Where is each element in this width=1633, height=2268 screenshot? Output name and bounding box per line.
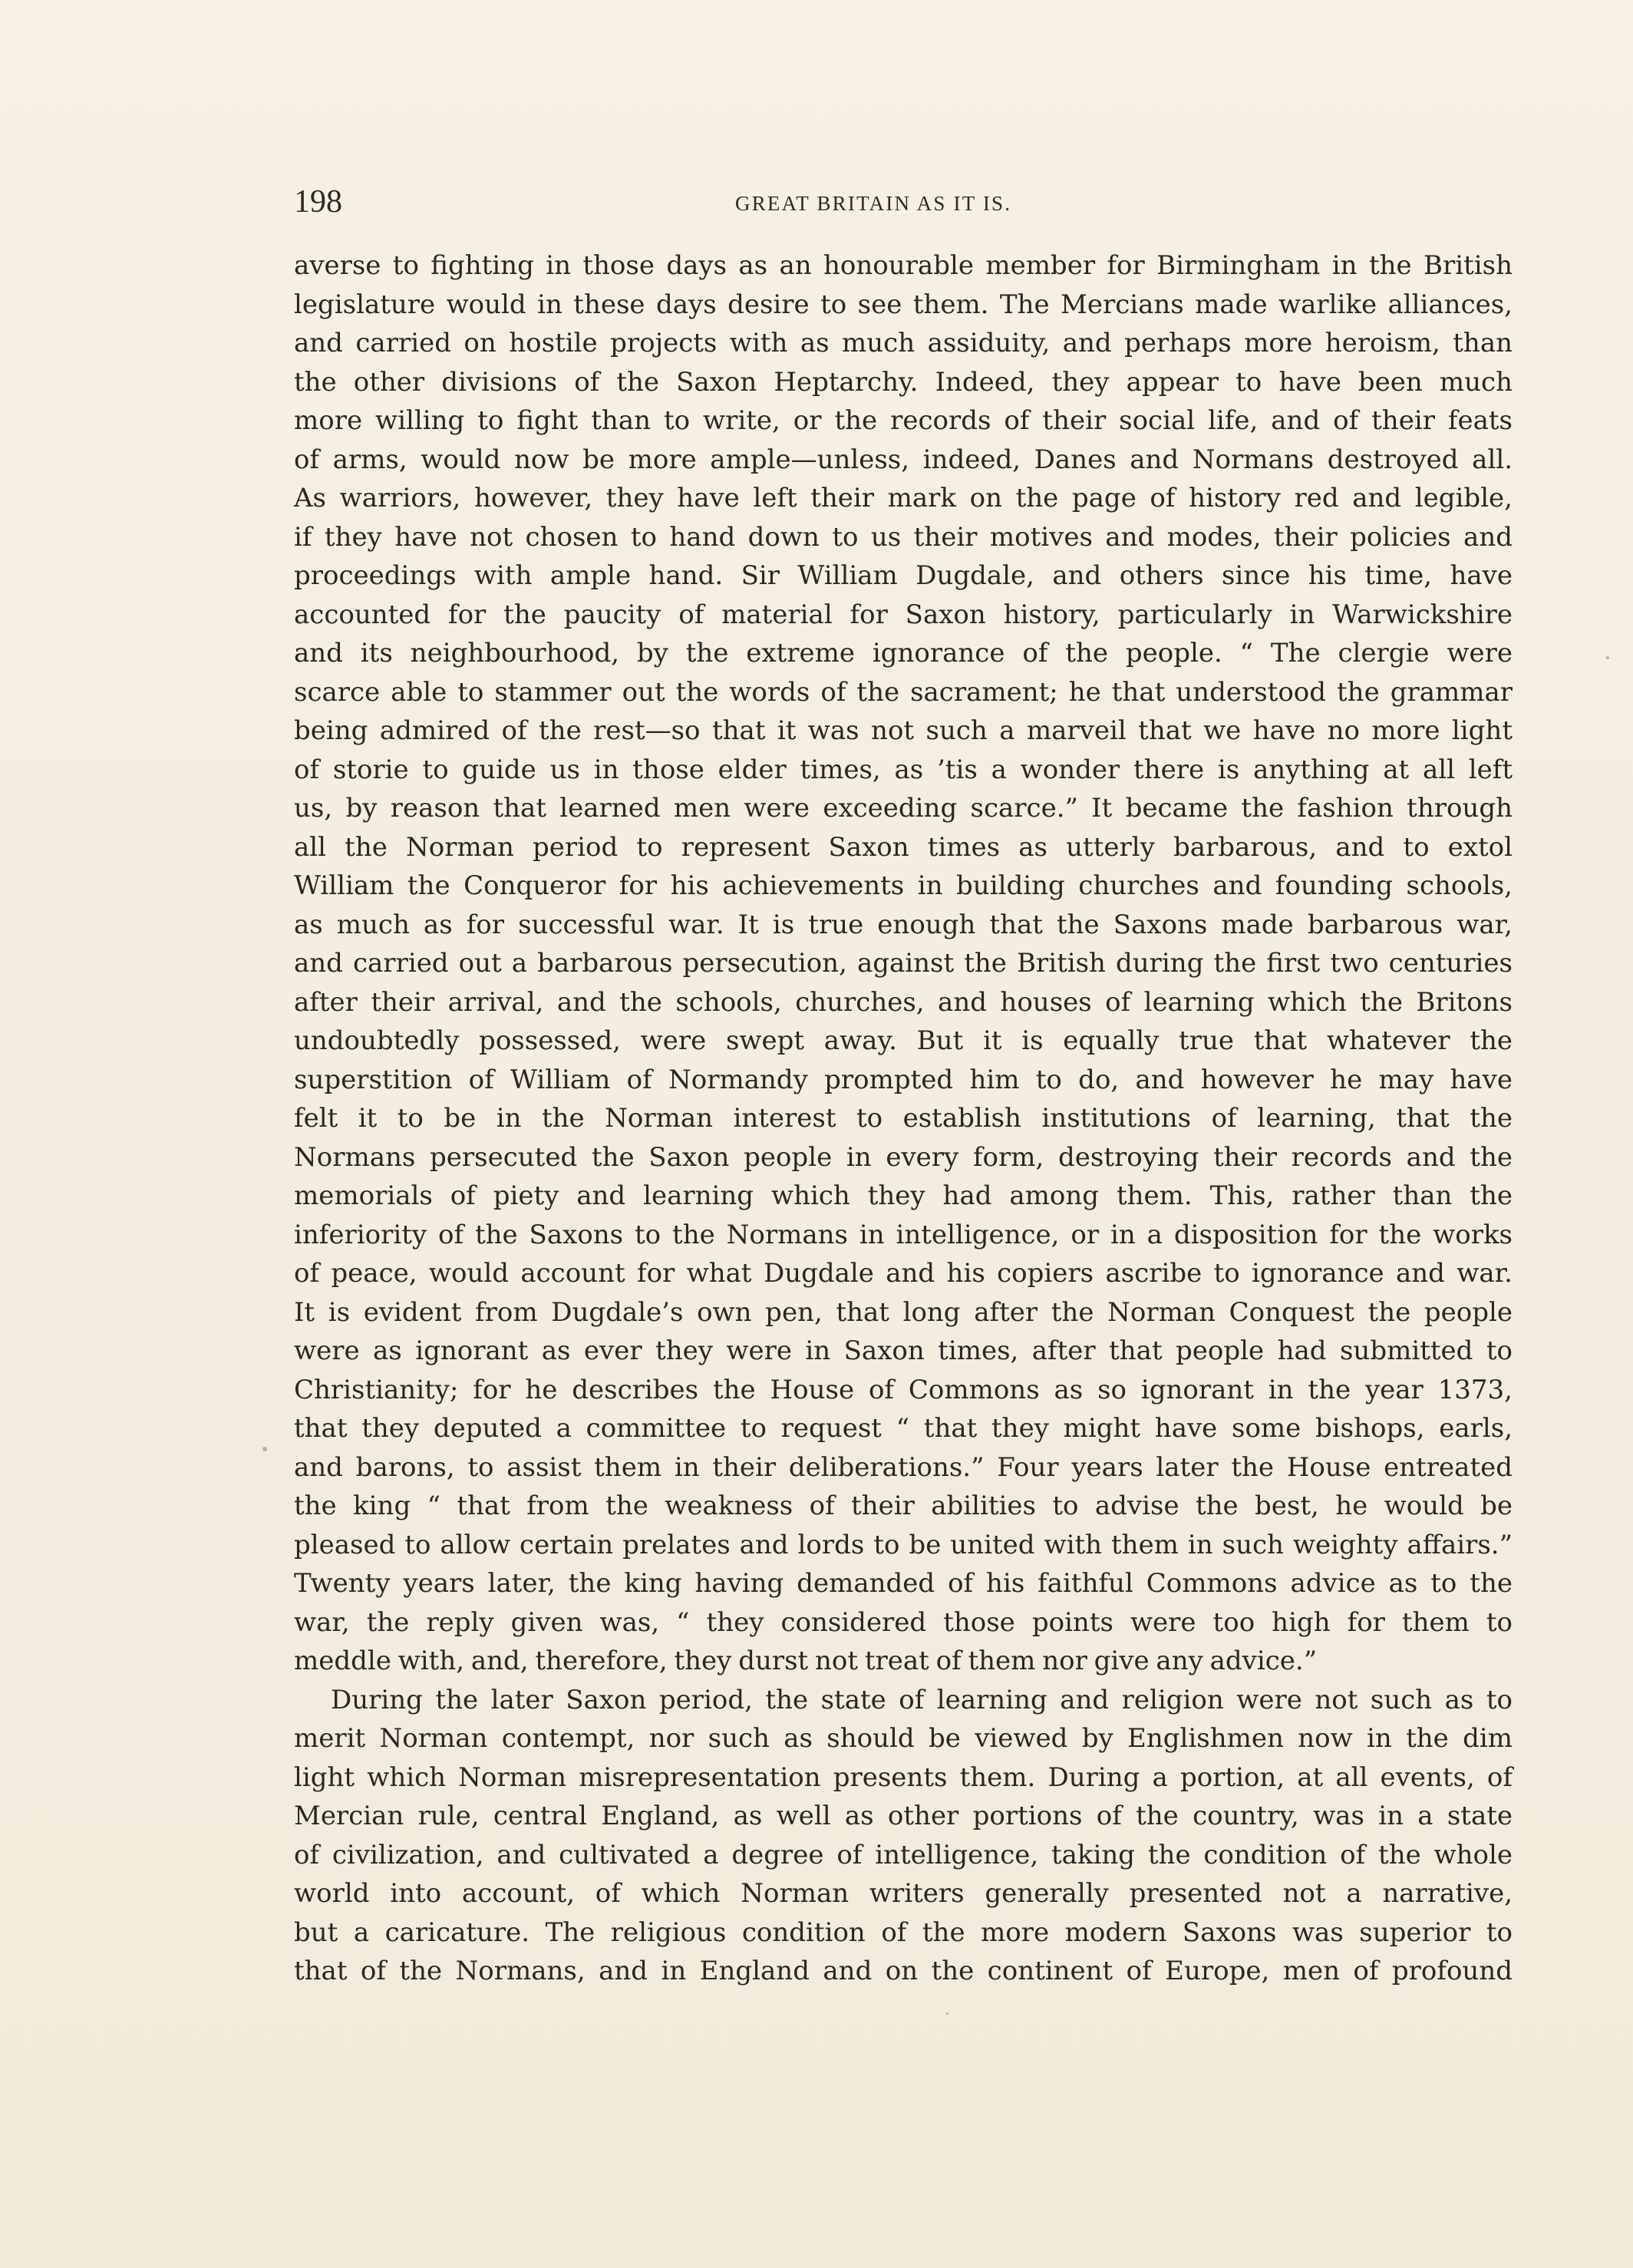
text-line: of storie to guide us in those elder times, as ’tis a wonder there is anything at all left (294, 754, 1513, 785)
text-line: war, the reply given was, “ they considered those points were too high for them to (294, 1606, 1513, 1638)
text-line: all the Norman period to represent Saxon times as utterly barbarous, and to extol (294, 831, 1513, 863)
text-line: but a caricature. The religious condition of the more modern Saxons was superior to (294, 1916, 1513, 1948)
text-line: As warriors, however, they have left their mark on the page of history red and legible, (294, 483, 1513, 513)
text-line: accounted for the paucity of material for Saxon history, particularly in Warwickshire (294, 599, 1513, 630)
text-line: felt it to be in the Norman interest to establish institutions of learning, that the (294, 1103, 1513, 1134)
text-line: that of the Normans, and in England and on the continent of Europe, men of profound (294, 1956, 1513, 1986)
text-line: superstition of William of Normandy prompted him to do, and however he may have (294, 1064, 1513, 1095)
text-line: if they have not chosen to hand down to us their motives and modes, their policies and (294, 521, 1513, 553)
text-line: and barons, to assist them in their deliberations.” Four years later the House entreated (294, 1451, 1513, 1483)
text-line: Twenty years later, the king having demanded of his faithful Commons advice as to the (294, 1568, 1513, 1599)
text-line: light which Norman misrepresentation presents them. During a portion, at all events, of (294, 1761, 1513, 1793)
text-line: undoubtedly possessed, were swept away. But it is equally true that whatever the (294, 1025, 1513, 1056)
page-number: 198 (294, 184, 342, 220)
text-line: Mercian rule, central England, as well as other portions of the country, was in a state (294, 1801, 1513, 1831)
text-line: legislature would in these days desire to see them. The Mercians made warlike alliances, (294, 289, 1513, 320)
text-line: proceedings with ample hand. Sir William Dugdale, and others since his time, have (294, 560, 1513, 591)
text-line: the king “ that from the weakness of their abilities to advise the best, he would be (294, 1491, 1513, 1521)
text-line: meddle with, and, therefore, they durst not treat of them nor give any advice.” (294, 1646, 1318, 1676)
text-line: after their arrival, and the schools, churches, and houses of learning which the Britons (294, 986, 1513, 1018)
paragraph-1 (294, 246, 1513, 1681)
text-line: William the Conqueror for his achievements in building churches and founding schools, (294, 870, 1513, 901)
text-line: and carried on hostile projects with as much assiduity, and perhaps more heroism, than (294, 328, 1513, 358)
text-line: us, by reason that learned men were exceeding scarce.” It became the fashion through (294, 793, 1513, 824)
text-line: being admired of the rest—so that it was not such a marveil that we have no more light (294, 715, 1513, 746)
text-line: the other divisions of the Saxon Heptarchy. Indeed, they appear to have been much (294, 366, 1513, 398)
paper-speck (946, 2012, 948, 2015)
text-line: Normans persecuted the Saxon people in every form, destroying their records and the (294, 1141, 1513, 1173)
text-line: and carried out a barbarous persecution, against the British during the first two centuries (294, 948, 1513, 979)
text-line: averse to fighting in those days as an honourable member for Birmingham in the British (294, 250, 1513, 281)
text-line: were as ignorant as ever they were in Saxon times, after that people had submitted to (294, 1335, 1513, 1366)
paper-speck (1606, 656, 1609, 659)
text-line: merit Norman contempt, nor such as should be viewed by Englishmen now in the dim (294, 1723, 1513, 1754)
text-line: that they deputed a committee to request “ that they might have some bishops, earls, (294, 1413, 1513, 1444)
paper-speck (262, 1447, 267, 1451)
text-line: of arms, would now be more ample—unless, indeed, Danes and Normans destroyed all. (294, 444, 1513, 475)
text-line: During the later Saxon period, the state of learning and religion were not such as to (331, 1684, 1513, 1715)
body-text (294, 246, 1513, 1991)
text-line: of peace, would account for what Dugdale and his copiers ascribe to ignorance and war. (294, 1258, 1513, 1289)
text-line: more willing to fight than to write, or the records of their social life, and of their feats (294, 405, 1513, 436)
text-line: It is evident from Dugdale’s own pen, that long after the Norman Conquest the people (294, 1296, 1513, 1328)
text-line: memorials of piety and learning which they had among them. This, rather than the (294, 1180, 1513, 1211)
text-line: world into account, of which Norman writers generally presented not a narrative, (294, 1878, 1513, 1909)
text-line: and its neighbourhood, by the extreme ignorance of the people. “ The clergie were (294, 638, 1513, 669)
text-line: scarce able to stammer out the words of the sacrament; he that understood the grammar (294, 676, 1513, 708)
text-line: Christianity; for he describes the House of Commons as so ignorant in the year 1373, (294, 1374, 1513, 1405)
text-line: as much as for successful war. It is true enough that the Saxons made barbarous war, (294, 909, 1513, 940)
page-header (294, 183, 1513, 221)
text-line: of civilization, and cultivated a degree of intelligence, taking the condition of the whole (294, 1839, 1513, 1870)
text-line: pleased to allow certain prelates and lords to be united with them in such weighty affairs.” (294, 1529, 1513, 1560)
running-head: GREAT BRITAIN AS IT IS. (735, 192, 1012, 215)
paragraph-2 (294, 1681, 1513, 1991)
text-line: inferiority of the Saxons to the Normans in intelligence, or in a disposition for the works (294, 1219, 1513, 1250)
